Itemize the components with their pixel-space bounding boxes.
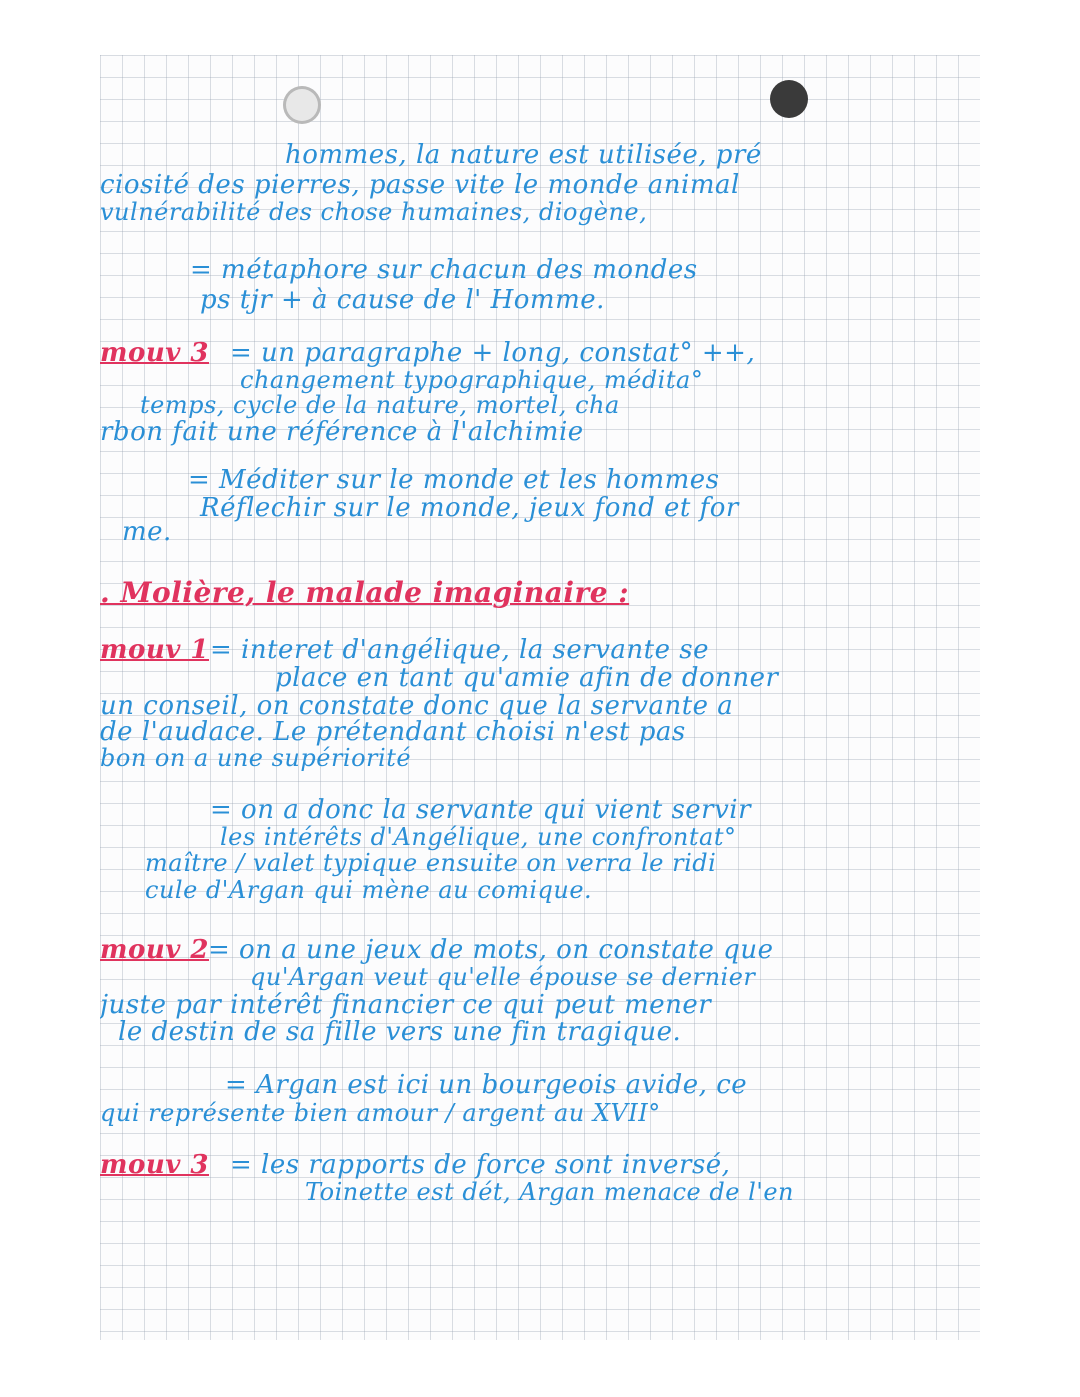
note-line-9: temps, cycle de la nature, mortel, cha (140, 391, 620, 419)
note-line-8: changement typographique, médita° (240, 366, 704, 394)
note-line-31: qui représente bien amour / argent au XVII° (100, 1099, 661, 1127)
note-line-1: hommes, la nature est utilisée, pré (285, 140, 762, 170)
note-line-17: place en tant qu'amie afin de donner (275, 663, 779, 693)
note-line-12: Réflechir sur le monde, jeux fond et for (200, 493, 739, 523)
note-line-7: = un paragraphe + long, constat° ++, (230, 338, 756, 368)
note-line-18: un conseil, on constate donc que la servante a (100, 691, 734, 721)
note-line-33: = les rapports de force sont inversé, (230, 1150, 731, 1180)
section-heading-mouv3-a: mouv 3 (100, 338, 210, 368)
note-line-10: rbon fait une référence à l'alchimie (100, 417, 584, 447)
section-heading-mouv2: mouv 2 (100, 935, 210, 965)
notebook-page (100, 55, 980, 1340)
note-line-24: cule d'Argan qui mène au comique. (145, 876, 593, 904)
note-line-22: les intérêts d'Angélique, une confrontat° (220, 823, 737, 851)
note-line-20: bon on a une supériorité (100, 744, 412, 772)
section-heading-moliere: . Molière, le malade imaginaire : (100, 576, 630, 609)
note-line-4: = métaphore sur chacun des mondes (190, 255, 698, 285)
punch-hole-right (770, 80, 808, 118)
note-line-26: = on a une jeux de mots, on constate que (208, 935, 774, 965)
note-line-16: = interet d'angélique, la servante se (210, 635, 709, 665)
note-line-28: juste par intérêt financier ce qui peut mener (100, 990, 712, 1020)
note-line-19: de l'audace. Le prétendant choisi n'est pas (100, 717, 686, 747)
note-line-30: = Argan est ici un bourgeois avide, ce (225, 1070, 748, 1100)
section-heading-mouv1: mouv 1 (100, 635, 210, 665)
note-line-21: = on a donc la servante qui vient servir (210, 795, 752, 825)
note-line-34: Toinette est dét, Argan menace de l'en (305, 1178, 795, 1206)
note-line-3: vulnérabilité des chose humaines, diogène, (100, 198, 648, 226)
note-line-5: ps tjr + à cause de l' Homme. (200, 285, 605, 315)
note-line-29: le destin de sa fille vers une fin tragique. (118, 1017, 682, 1047)
note-line-2: ciosité des pierres, passe vite le monde animal (100, 170, 740, 200)
note-line-11: = Méditer sur le monde et les hommes (188, 465, 720, 495)
note-line-13: me. (122, 517, 172, 547)
section-heading-mouv3-b: mouv 3 (100, 1150, 210, 1180)
punch-hole-left (283, 86, 321, 124)
note-line-27: qu'Argan veut qu'elle épouse se dernier (250, 963, 756, 991)
note-line-23: maître / valet typique ensuite on verra le ridi (145, 849, 717, 877)
